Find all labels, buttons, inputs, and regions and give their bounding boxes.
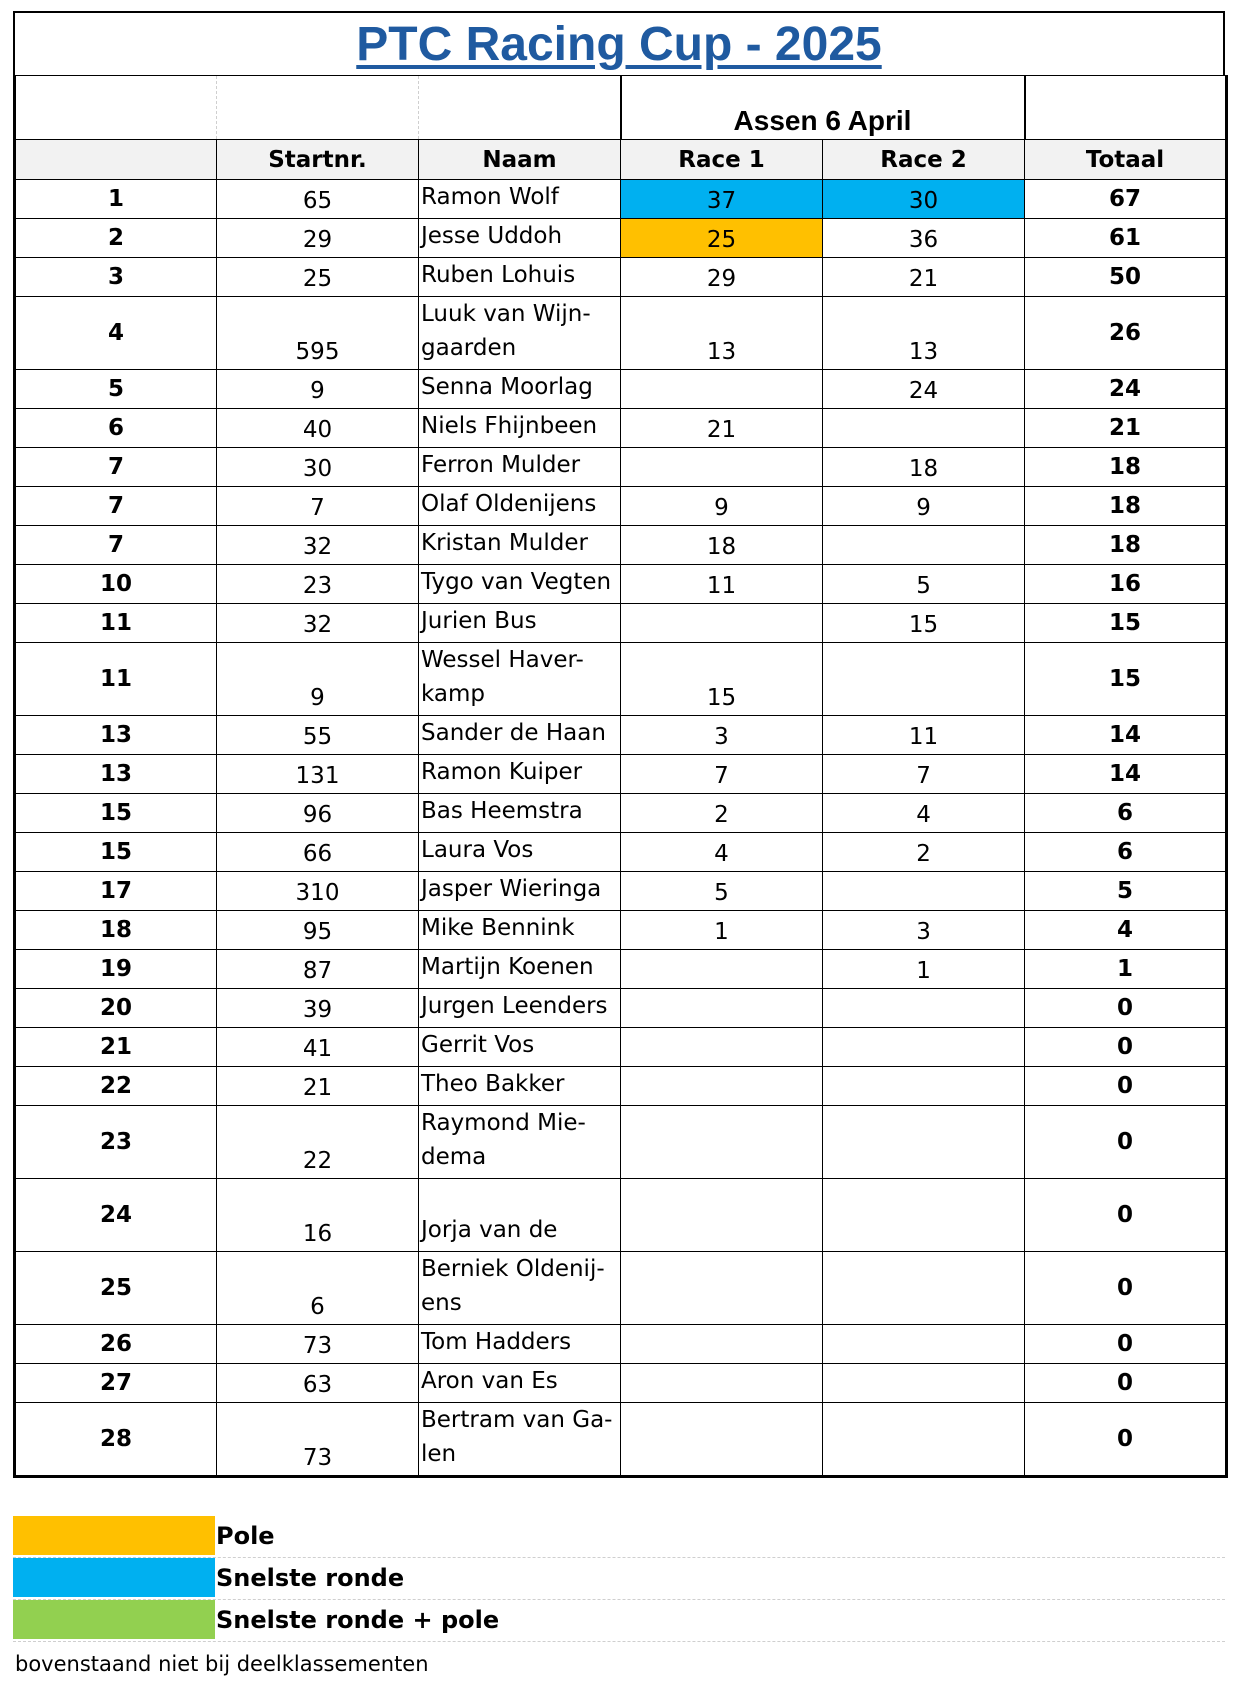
race2-cell bbox=[823, 989, 1025, 1028]
total-cell: 61 bbox=[1025, 219, 1227, 258]
race2-cell bbox=[823, 1403, 1025, 1477]
name-line: Jesse Uddoh bbox=[421, 223, 563, 249]
table-row bbox=[15, 911, 1227, 950]
total-cell: 15 bbox=[1025, 643, 1227, 716]
page-title: PTC Racing Cup - 2025 bbox=[356, 18, 882, 71]
race1-cell: 21 bbox=[621, 409, 823, 448]
total-cell: 16 bbox=[1025, 565, 1227, 604]
total-cell: 0 bbox=[1025, 1028, 1227, 1067]
total-cell: 21 bbox=[1025, 409, 1227, 448]
position-cell: 20 bbox=[15, 989, 217, 1028]
name-line: Tom Hadders bbox=[421, 1329, 572, 1355]
name-cell bbox=[419, 1028, 621, 1067]
position-cell: 24 bbox=[15, 1179, 217, 1252]
race1-cell bbox=[621, 448, 823, 487]
total-cell: 0 bbox=[1025, 989, 1227, 1028]
race2-cell: 1 bbox=[823, 950, 1025, 989]
race1-cell bbox=[621, 1067, 823, 1106]
startnr-cell: 32 bbox=[217, 604, 419, 643]
race2-cell: 30 bbox=[823, 180, 1025, 219]
name-cell bbox=[419, 950, 621, 989]
name-cell bbox=[419, 1106, 621, 1179]
position-cell: 13 bbox=[15, 755, 217, 794]
startnr-cell: 95 bbox=[217, 911, 419, 950]
position-cell: 15 bbox=[15, 794, 217, 833]
name-cell bbox=[419, 1179, 621, 1252]
event-row bbox=[15, 76, 1227, 140]
name-line: Niels Fhijnbeen bbox=[421, 413, 598, 439]
table-row bbox=[15, 1067, 1227, 1106]
race1-cell: 5 bbox=[621, 872, 823, 911]
table-row bbox=[15, 370, 1227, 409]
name-line: Berniek Oldenij- bbox=[421, 1256, 605, 1282]
name-cell bbox=[419, 911, 621, 950]
position-cell: 1 bbox=[15, 180, 217, 219]
table-row bbox=[15, 643, 1227, 716]
startnr-cell: 39 bbox=[217, 989, 419, 1028]
startnr-cell: 9 bbox=[217, 370, 419, 409]
header-race2: Race 2 bbox=[823, 140, 1025, 180]
name-line: Laura Vos bbox=[421, 837, 534, 863]
footnote: bovenstaand niet bij deelklassementen bbox=[15, 1652, 429, 1676]
race1-cell: 3 bbox=[621, 716, 823, 755]
total-cell: 6 bbox=[1025, 833, 1227, 872]
table-row bbox=[15, 716, 1227, 755]
race2-cell: 4 bbox=[823, 794, 1025, 833]
total-cell: 6 bbox=[1025, 794, 1227, 833]
position-cell: 7 bbox=[15, 448, 217, 487]
header-pos bbox=[15, 140, 217, 180]
race2-cell: 3 bbox=[823, 911, 1025, 950]
race1-cell: 2 bbox=[621, 794, 823, 833]
position-cell: 2 bbox=[15, 219, 217, 258]
name-line: Gerrit Vos bbox=[421, 1032, 535, 1058]
legend-swatch bbox=[13, 1558, 215, 1597]
name-line: Martijn Koenen bbox=[421, 954, 594, 980]
startnr-cell: 96 bbox=[217, 794, 419, 833]
startnr-cell: 66 bbox=[217, 833, 419, 872]
race1-cell: 37 bbox=[621, 180, 823, 219]
name-line: Bas Heemstra bbox=[421, 798, 583, 824]
total-cell: 1 bbox=[1025, 950, 1227, 989]
position-cell: 27 bbox=[15, 1364, 217, 1403]
startnr-cell: 41 bbox=[217, 1028, 419, 1067]
table-row bbox=[15, 1106, 1227, 1179]
race2-cell bbox=[823, 409, 1025, 448]
standings-sheet bbox=[13, 11, 1225, 1478]
race2-cell bbox=[823, 872, 1025, 911]
event-blank-cell bbox=[217, 76, 419, 140]
name-line: Ruben Lohuis bbox=[421, 262, 576, 288]
race2-cell: 18 bbox=[823, 448, 1025, 487]
total-cell: 67 bbox=[1025, 180, 1227, 219]
total-cell: 4 bbox=[1025, 911, 1227, 950]
results-body bbox=[15, 76, 1227, 1477]
race2-cell bbox=[823, 1252, 1025, 1325]
name-line: Wessel Haver- bbox=[421, 647, 584, 673]
name-line: Tygo van Vegten bbox=[421, 569, 612, 595]
name-cell bbox=[419, 219, 621, 258]
legend-swatch bbox=[13, 1516, 215, 1555]
table-row bbox=[15, 1325, 1227, 1364]
startnr-cell: 22 bbox=[217, 1106, 419, 1179]
name-cell bbox=[419, 258, 621, 297]
startnr-cell: 131 bbox=[217, 755, 419, 794]
race2-cell: 21 bbox=[823, 258, 1025, 297]
name-line: len bbox=[421, 1441, 457, 1467]
startnr-cell: 65 bbox=[217, 180, 419, 219]
total-cell: 18 bbox=[1025, 526, 1227, 565]
name-cell bbox=[419, 833, 621, 872]
legend-item-snelste-ronde-pole bbox=[13, 1600, 1225, 1642]
table-row bbox=[15, 258, 1227, 297]
race2-cell bbox=[823, 1179, 1025, 1252]
position-cell: 10 bbox=[15, 565, 217, 604]
total-cell: 18 bbox=[1025, 448, 1227, 487]
position-cell: 23 bbox=[15, 1106, 217, 1179]
race1-cell: 7 bbox=[621, 755, 823, 794]
race2-cell: 15 bbox=[823, 604, 1025, 643]
event-blank-cell bbox=[1025, 76, 1227, 140]
name-cell bbox=[419, 1252, 621, 1325]
header-race1: Race 1 bbox=[621, 140, 823, 180]
race1-cell: 25 bbox=[621, 219, 823, 258]
name-cell bbox=[419, 409, 621, 448]
startnr-cell: 16 bbox=[217, 1179, 419, 1252]
race2-cell: 2 bbox=[823, 833, 1025, 872]
position-cell: 26 bbox=[15, 1325, 217, 1364]
race2-cell: 7 bbox=[823, 755, 1025, 794]
startnr-cell: 6 bbox=[217, 1252, 419, 1325]
race1-cell bbox=[621, 1028, 823, 1067]
startnr-cell: 9 bbox=[217, 643, 419, 716]
total-cell: 5 bbox=[1025, 872, 1227, 911]
position-cell: 28 bbox=[15, 1403, 217, 1477]
header-totaal: Totaal bbox=[1025, 140, 1227, 180]
name-line: Jurgen Leenders bbox=[421, 993, 608, 1019]
name-cell bbox=[419, 1067, 621, 1106]
table-row bbox=[15, 297, 1227, 370]
total-cell: 0 bbox=[1025, 1364, 1227, 1403]
table-row bbox=[15, 487, 1227, 526]
position-cell: 19 bbox=[15, 950, 217, 989]
name-cell bbox=[419, 1364, 621, 1403]
table-row bbox=[15, 1403, 1227, 1477]
table-row bbox=[15, 1028, 1227, 1067]
table-row bbox=[15, 1252, 1227, 1325]
startnr-cell: 21 bbox=[217, 1067, 419, 1106]
event-title: Assen 6 April bbox=[621, 76, 1025, 140]
name-line: gaarden bbox=[421, 335, 517, 361]
position-cell: 25 bbox=[15, 1252, 217, 1325]
race1-cell: 15 bbox=[621, 643, 823, 716]
name-line: Ramon Kuiper bbox=[421, 759, 583, 785]
race2-cell bbox=[823, 643, 1025, 716]
race1-cell bbox=[621, 1364, 823, 1403]
table-row bbox=[15, 989, 1227, 1028]
name-line: Jurien Bus bbox=[421, 608, 537, 634]
name-line: Theo Bakker bbox=[421, 1071, 565, 1097]
legend-label: Snelste ronde bbox=[216, 1564, 405, 1592]
race1-cell: 1 bbox=[621, 911, 823, 950]
total-cell: 24 bbox=[1025, 370, 1227, 409]
total-cell: 26 bbox=[1025, 297, 1227, 370]
race2-cell bbox=[823, 1028, 1025, 1067]
name-line: Ramon Wolf bbox=[421, 184, 559, 210]
legend-label: Snelste ronde + pole bbox=[216, 1606, 500, 1634]
legend bbox=[13, 1516, 1225, 1642]
race1-cell: 9 bbox=[621, 487, 823, 526]
position-cell: 11 bbox=[15, 643, 217, 716]
race2-cell bbox=[823, 1325, 1025, 1364]
name-cell bbox=[419, 989, 621, 1028]
startnr-cell: 25 bbox=[217, 258, 419, 297]
name-cell bbox=[419, 180, 621, 219]
name-line: ens bbox=[421, 1290, 462, 1316]
position-cell: 7 bbox=[15, 487, 217, 526]
total-cell: 15 bbox=[1025, 604, 1227, 643]
name-cell bbox=[419, 794, 621, 833]
race1-cell bbox=[621, 950, 823, 989]
position-cell: 13 bbox=[15, 716, 217, 755]
startnr-cell: 30 bbox=[217, 448, 419, 487]
race2-cell bbox=[823, 1106, 1025, 1179]
name-line: Ferron Mulder bbox=[421, 452, 581, 478]
total-cell: 0 bbox=[1025, 1106, 1227, 1179]
event-blank-cell bbox=[15, 76, 217, 140]
position-cell: 3 bbox=[15, 258, 217, 297]
race2-cell: 24 bbox=[823, 370, 1025, 409]
position-cell: 21 bbox=[15, 1028, 217, 1067]
total-cell: 0 bbox=[1025, 1325, 1227, 1364]
total-cell: 0 bbox=[1025, 1067, 1227, 1106]
table-row bbox=[15, 872, 1227, 911]
name-line: Mike Bennink bbox=[421, 915, 575, 941]
legend-item-snelste-ronde bbox=[13, 1558, 1225, 1600]
name-cell bbox=[419, 872, 621, 911]
name-line: Senna Moorlag bbox=[421, 374, 593, 400]
name-cell bbox=[419, 297, 621, 370]
name-line: Jasper Wieringa bbox=[421, 876, 602, 902]
position-cell: 22 bbox=[15, 1067, 217, 1106]
race2-cell bbox=[823, 526, 1025, 565]
table-row bbox=[15, 448, 1227, 487]
table-row bbox=[15, 1364, 1227, 1403]
name-line: dema bbox=[421, 1144, 487, 1170]
name-line: Jorja van de bbox=[421, 1217, 558, 1243]
startnr-cell: 7 bbox=[217, 487, 419, 526]
table-row bbox=[15, 950, 1227, 989]
table-row bbox=[15, 409, 1227, 448]
legend-swatch bbox=[13, 1600, 215, 1639]
startnr-cell: 29 bbox=[217, 219, 419, 258]
total-cell: 14 bbox=[1025, 716, 1227, 755]
position-cell: 6 bbox=[15, 409, 217, 448]
name-cell bbox=[419, 604, 621, 643]
table-row bbox=[15, 755, 1227, 794]
race2-cell: 36 bbox=[823, 219, 1025, 258]
name-cell bbox=[419, 755, 621, 794]
total-cell: 0 bbox=[1025, 1252, 1227, 1325]
race1-cell bbox=[621, 989, 823, 1028]
name-cell bbox=[419, 526, 621, 565]
name-line: Raymond Mie- bbox=[421, 1110, 586, 1136]
name-cell bbox=[419, 565, 621, 604]
position-cell: 18 bbox=[15, 911, 217, 950]
header-row bbox=[15, 140, 1227, 180]
total-cell: 50 bbox=[1025, 258, 1227, 297]
name-line: Sander de Haan bbox=[421, 720, 606, 746]
name-cell bbox=[419, 1325, 621, 1364]
header-naam: Naam bbox=[419, 140, 621, 180]
total-cell: 14 bbox=[1025, 755, 1227, 794]
name-line: Bertram van Ga- bbox=[421, 1407, 613, 1433]
name-line: Luuk van Wijn- bbox=[421, 301, 591, 327]
race1-cell bbox=[621, 1403, 823, 1477]
table-row bbox=[15, 833, 1227, 872]
race1-cell bbox=[621, 604, 823, 643]
position-cell: 7 bbox=[15, 526, 217, 565]
race2-cell: 11 bbox=[823, 716, 1025, 755]
race1-cell: 11 bbox=[621, 565, 823, 604]
race1-cell: 29 bbox=[621, 258, 823, 297]
name-cell bbox=[419, 643, 621, 716]
name-line: kamp bbox=[421, 681, 486, 707]
race1-cell bbox=[621, 1179, 823, 1252]
startnr-cell: 310 bbox=[217, 872, 419, 911]
legend-label: Pole bbox=[216, 1522, 275, 1550]
race2-cell bbox=[823, 1067, 1025, 1106]
startnr-cell: 73 bbox=[217, 1403, 419, 1477]
race1-cell bbox=[621, 1252, 823, 1325]
race1-cell: 13 bbox=[621, 297, 823, 370]
startnr-cell: 595 bbox=[217, 297, 419, 370]
results-table bbox=[13, 75, 1228, 1478]
race2-cell: 9 bbox=[823, 487, 1025, 526]
race1-cell: 4 bbox=[621, 833, 823, 872]
startnr-cell: 32 bbox=[217, 526, 419, 565]
race1-cell: 18 bbox=[621, 526, 823, 565]
table-row bbox=[15, 794, 1227, 833]
total-cell: 0 bbox=[1025, 1403, 1227, 1477]
name-cell bbox=[419, 487, 621, 526]
legend-item-pole bbox=[13, 1516, 1225, 1558]
total-cell: 0 bbox=[1025, 1179, 1227, 1252]
table-row bbox=[15, 219, 1227, 258]
position-cell: 4 bbox=[15, 297, 217, 370]
title-row bbox=[13, 11, 1225, 75]
position-cell: 5 bbox=[15, 370, 217, 409]
name-cell bbox=[419, 1403, 621, 1477]
startnr-cell: 23 bbox=[217, 565, 419, 604]
name-line: Aron van Es bbox=[421, 1368, 558, 1394]
race2-cell: 13 bbox=[823, 297, 1025, 370]
startnr-cell: 55 bbox=[217, 716, 419, 755]
table-row bbox=[15, 180, 1227, 219]
race2-cell: 5 bbox=[823, 565, 1025, 604]
race1-cell bbox=[621, 1106, 823, 1179]
position-cell: 11 bbox=[15, 604, 217, 643]
name-line: Kristan Mulder bbox=[421, 530, 588, 556]
startnr-cell: 40 bbox=[217, 409, 419, 448]
position-cell: 15 bbox=[15, 833, 217, 872]
startnr-cell: 63 bbox=[217, 1364, 419, 1403]
startnr-cell: 73 bbox=[217, 1325, 419, 1364]
table-row bbox=[15, 1179, 1227, 1252]
table-row bbox=[15, 526, 1227, 565]
race1-cell bbox=[621, 1325, 823, 1364]
position-cell: 17 bbox=[15, 872, 217, 911]
header-startnr: Startnr. bbox=[217, 140, 419, 180]
name-cell bbox=[419, 370, 621, 409]
race1-cell bbox=[621, 370, 823, 409]
total-cell: 18 bbox=[1025, 487, 1227, 526]
startnr-cell: 87 bbox=[217, 950, 419, 989]
event-blank-cell bbox=[419, 76, 621, 140]
name-cell bbox=[419, 448, 621, 487]
table-row bbox=[15, 565, 1227, 604]
name-cell bbox=[419, 716, 621, 755]
name-line: Olaf Oldenijens bbox=[421, 491, 597, 517]
table-row bbox=[15, 604, 1227, 643]
race2-cell bbox=[823, 1364, 1025, 1403]
